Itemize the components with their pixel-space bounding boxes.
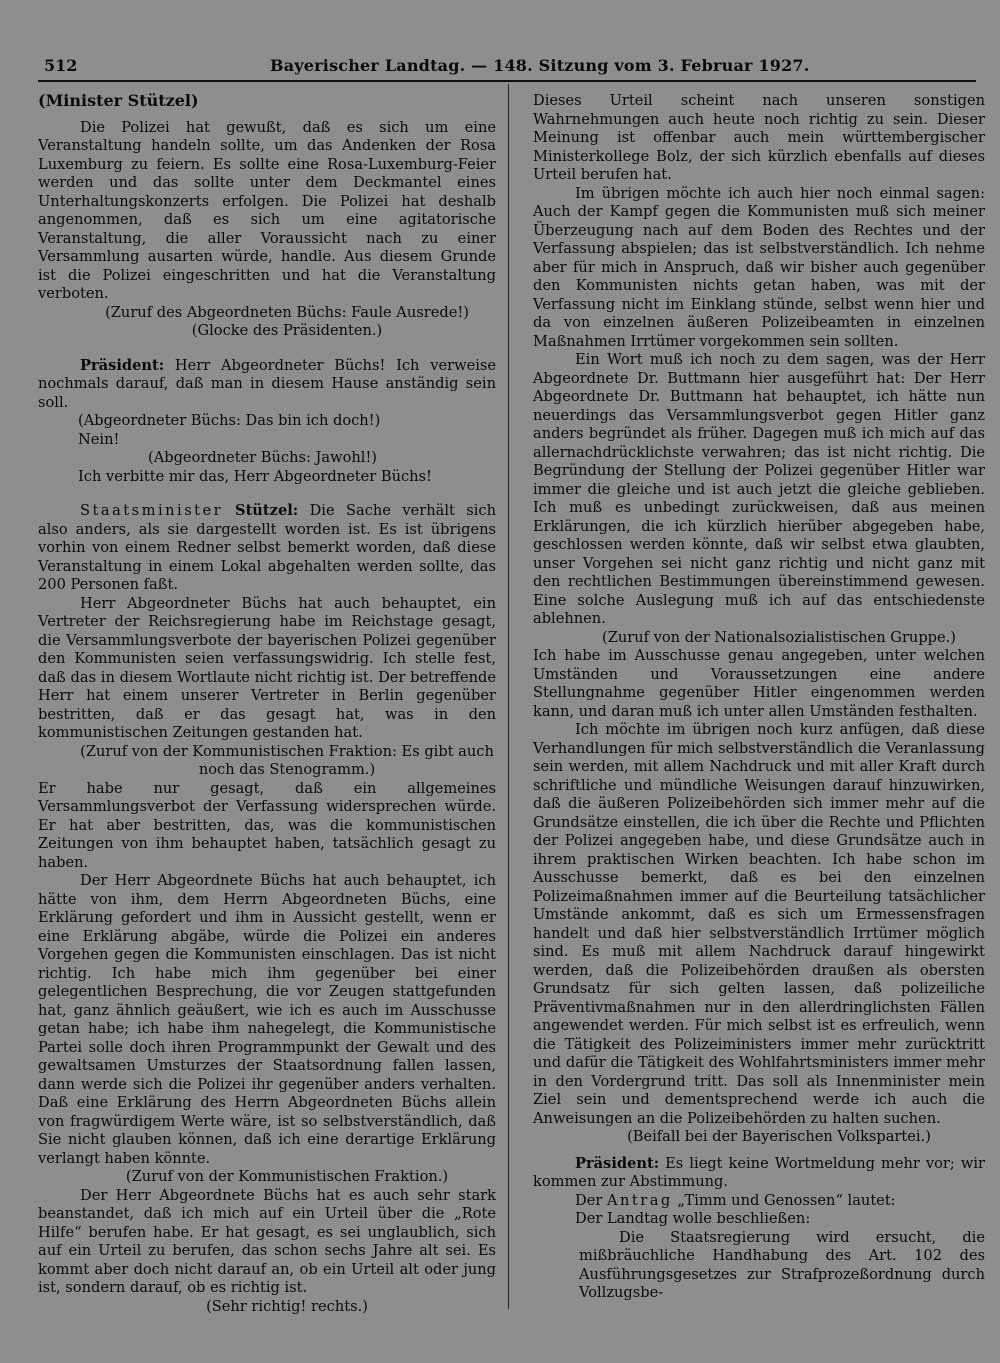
column-divider	[508, 84, 509, 1309]
motion-text: Die Staatsregierung wird ersucht, die mißbräuchliche Handhabung des Art. 102 des Ausführungsgesetzes zur Strafprozeßordnung durch Vollzugsbe-	[579, 1228, 985, 1301]
speech-text: Die Sache verhält sich also anders, als sie dargestellt worden ist. Es ist übrigens vorhin von einem Redner selbst bemerkt worden, daß diese Veranstaltung in einem Lokal abgehalten werden sollte, das 200 Personen faßt.	[38, 502, 497, 593]
right-column	[533, 92, 985, 1303]
paragraph: Herr Abgeordneter Büchs hat auch behauptet, ein Vertreter der Reichsregierung habe im Reichstage gesagt, die Versammlungsverbote der bayerischen Polizei gegenüber den Kommunisten seien verfassungswidrig. Ich stelle fest, daß das in diesem Wortlaute nicht richtig ist. Der betreffende Herr hat einem unserer Vertreter in Berlin gegenüber bestritten, daß er das gesagt hat, was in den kommunistischen Zeitungen gestanden hat.	[38, 594, 496, 741]
interjection: (Zuruf des Abgeordneten Büchs: Faule Ausrede!)	[105, 303, 469, 321]
page-header	[44, 52, 960, 82]
paragraph: Im übrigen möchte ich auch hier noch einmal sagen: Auch der Kampf gegen die Kommunisten muß sich meiner Überzeugung nach auf dem Boden des Rechtes und der Verfassung abspielen; das ist selbstverständlich. Ich nehme aber für mich in Anspruch, daß wir bisher auch gegenüber den Kommunisten nichts getan haben, was mit der Verfassung nicht im Einklang stünde, selbst wenn hier und da von einzelnen äußeren Polizeibeamten in einzelnen Maßnahmen Irrtümer vorgekommen sein sollten.	[533, 184, 985, 350]
interjection: (Beifall bei der Bayerischen Volkspartei.)	[627, 1128, 931, 1145]
speaker-label: Präsident:	[575, 1154, 660, 1172]
speaker-label: Präsident:	[80, 356, 165, 374]
interjection: (Abgeordneter Büchs: Jawohl!)	[148, 449, 378, 466]
president-speech	[533, 1155, 985, 1192]
paragraph: Die Polizei hat gewußt, daß es sich um eine Veranstaltung handeln sollte, um das Andenken der Rosa Luxemburg zu feiern. Es sollte eine Rosa-Luxemburg-Feier werden und das sollte unter dem Deckmantel eines Unterhaltungskonzerts erfolgen. Die Polizei hat deshalb angenommen, daß es sich um eine agitatorische Veranstaltung, die aller Voraussicht nach zu einer Versammlung ausarten würde, handle. Aus diesem Grunde ist die Polizei eingeschritten und hat die Veranstaltung verboten.	[38, 118, 496, 302]
speech-text: Herr Abgeordneter Büchs! Ich verweise nochmals darauf, daß man in diesem Hause anständig sein soll.	[38, 356, 496, 411]
paragraph: Er habe nur gesagt, daß ein allgemeines Versammlungsverbot der Verfassung widersprechen würde. Er hat aber bestritten, das, was die kommunistischen Zeitungen von ihm behauptet haben, tatsächlich gesagt zu haben.	[38, 779, 496, 871]
paragraph: Ein Wort muß ich noch zu dem sagen, was der Herr Abgeordnete Dr. Buttmann hier ausgeführt hat: Der Herr Abgeordnete Dr. Buttmann hat behauptet, ich hätte nun neuerdings das Versammlungsverbot gegen Hitler ganz anders begründet als früher. Dagegen muß ich mich auf das allernachdrücklichste verwahren; das ist nicht richtig. Die Begründung der Stellung der Polizei gegenüber Hitler war immer die gleiche und ist auch jetzt die gleiche geblieben. Ich muß es unbedingt zurückweisen, daß aus meinen Erklärungen, die ich kürzlich hierüber abgegeben habe, geschlossen werden könnte, daß wir selbst etwa glaubten, unser Vorgehen sei nicht ganz richtig und nicht ganz mit den rechtlichen Bestimmungen übereinstimmend gewesen. Eine solche Auslegung muß ich auf das entschiedenste ablehnen.	[533, 351, 985, 627]
interjection: (Zuruf von der Kommunistischen Fraktion.)	[125, 1168, 449, 1185]
paragraph: Der Herr Abgeordnete Büchs hat es auch sehr stark beanstandet, daß ich mich auf ein Urteil über die „Rote Hilfe“ berufen habe. Er hat gesagt, es sei unglaublich, sich auf ein Urteil zu berufen, das schon sechs Jahre alt sei. Es kommt aber doch nicht darauf an, ob ein Urteil alt oder jung ist, sondern darauf, ob es richtig ist.	[38, 1186, 496, 1296]
paragraph: Ich möchte im übrigen noch kurz anfügen, daß diese Verhandlungen für mich selbstverständlich die Veranlassung sein werden, mit allem Nachdruck und mit aller Kraft durch schriftliche und mündliche Weisungen darauf hinzuwirken, daß die äußeren Polizeibehörden sich immer mehr auf die Grundsätze einstellen, die ich über die Rechte und Pflichten der Polizei angegeben habe, und diese Grundsätze auch in ihrem praktischen Wirken beachten. Ich habe schon im Ausschusse bemerkt, daß es bei den einzelnen Polizeimaßnahmen immer auf die Beurteilung tatsächlicher Umstände ankommt, daß es sich um Ermessensfragen handelt und daß hier selbstverständlich Irrtümer möglich sind. Es muß mit allem Nachdruck darauf hingewirkt werden, daß die Polizeibehörden draußen als obersten Grundsatz für sich gelten lassen, daß polizeiliche Präventivmaßnahmen nur in den allerdringlichsten Fällen angewendet werden. Für mich selbst ist es erfreulich, wenn die Tätigkeit des Polizeiministers immer mehr zurücktritt und dafür die Tätigkeit des Wohlfahrtsministers immer mehr in den Vordergrund tritt. Das soll als Innenminister mein Ziel sein und dementsprechend werde ich auch die Anweisungen an die Polizeibehörden zu halten suchen.	[533, 721, 985, 1127]
interjection: (Zuruf von der Kommunistischen Fraktion: Es gibt auch noch das Stenogramm.)	[80, 742, 494, 778]
president-speech	[38, 357, 496, 413]
motion-resolution: Der Landtag wolle beschließen:	[575, 1210, 811, 1227]
speech-text: Es liegt keine Wortmeldung mehr vor; wir kommen zur Abstimmung.	[533, 1154, 985, 1190]
speaker-role: Staatsminister	[80, 502, 224, 519]
interjection: (Abgeordneter Büchs: Das bin ich doch!)	[78, 412, 381, 429]
paragraph: Dieses Urteil scheint nach unseren sonstigen Wahrnehmungen auch heute noch richtig zu sein. Dieser Meinung ist offenbar auch mein württembergischer Ministerkollege Bolz, der sich kürzlich ebenfalls auf dieses Urteil berufen hat.	[533, 92, 985, 183]
speaker-heading: (Minister Stützel)	[38, 91, 199, 110]
interjection: (Sehr richtig! rechts.)	[206, 1297, 368, 1315]
left-column	[38, 92, 496, 1316]
interjection: (Glocke des Präsidenten.)	[191, 322, 383, 339]
motion-label: Antrag	[606, 1191, 673, 1209]
interjection: (Zuruf von der Nationalsozialistischen Gruppe.)	[602, 628, 956, 646]
motion-intro: Der Antrag „Timm und Genossen“ lautet:	[575, 1191, 896, 1209]
speech-text: Ich verbitte mir das, Herr Abgeordneter Büchs!	[78, 467, 432, 485]
speech-text: Nein!	[78, 430, 120, 448]
header-rule	[38, 80, 976, 82]
running-title: Bayerischer Landtag. — 148. Sitzung vom 3. Februar 1927.	[270, 56, 810, 75]
paragraph: Der Herr Abgeordnete Büchs hat auch behauptet, ich hätte von ihm, dem Herrn Abgeordneten Büchs, eine Erklärung gefordert und ihm in Aussicht gestellt, wenn er eine Erklärung abgäbe, würde die Polizei ein anderes Vorgehen gegen die Kommunisten einschlagen. Das ist nicht richtig. Ich habe mich ihm gegenüber bei einer gelegentlichen Besprechung, die vor Zeugen stattgefunden hat, ganz ähnlich geäußert, wie ich es auch im Ausschusse getan habe; ich habe ihm nahegelegt, die Kommunistische Partei solle doch ihren Programmpunkt der Gewalt und des gewaltsamen Umsturzes der Staatsordnung fallen lassen, dann werde sich die Polizei ihr gegenüber anders verhalten. Daß eine Erklärung des Herrn Abgeordneten Büchs allein von fragwürdigem Werte wäre, ist so selbstverständlich, daß Sie nicht glauben können, daß ich eine derartige Erklärung verlangt haben könnte.	[38, 872, 496, 1167]
minister-speech	[38, 502, 496, 595]
page-number: 512	[44, 56, 78, 75]
paragraph: Ich habe im Ausschusse genau angegeben, unter welchen Umständen und Voraussetzungen eine andere Stellungnahme gegenüber Hitler eingenommen werden kann, und daran muß ich unter allen Umständen festhalten.	[533, 647, 985, 720]
speaker-label: Stützel:	[223, 502, 299, 519]
